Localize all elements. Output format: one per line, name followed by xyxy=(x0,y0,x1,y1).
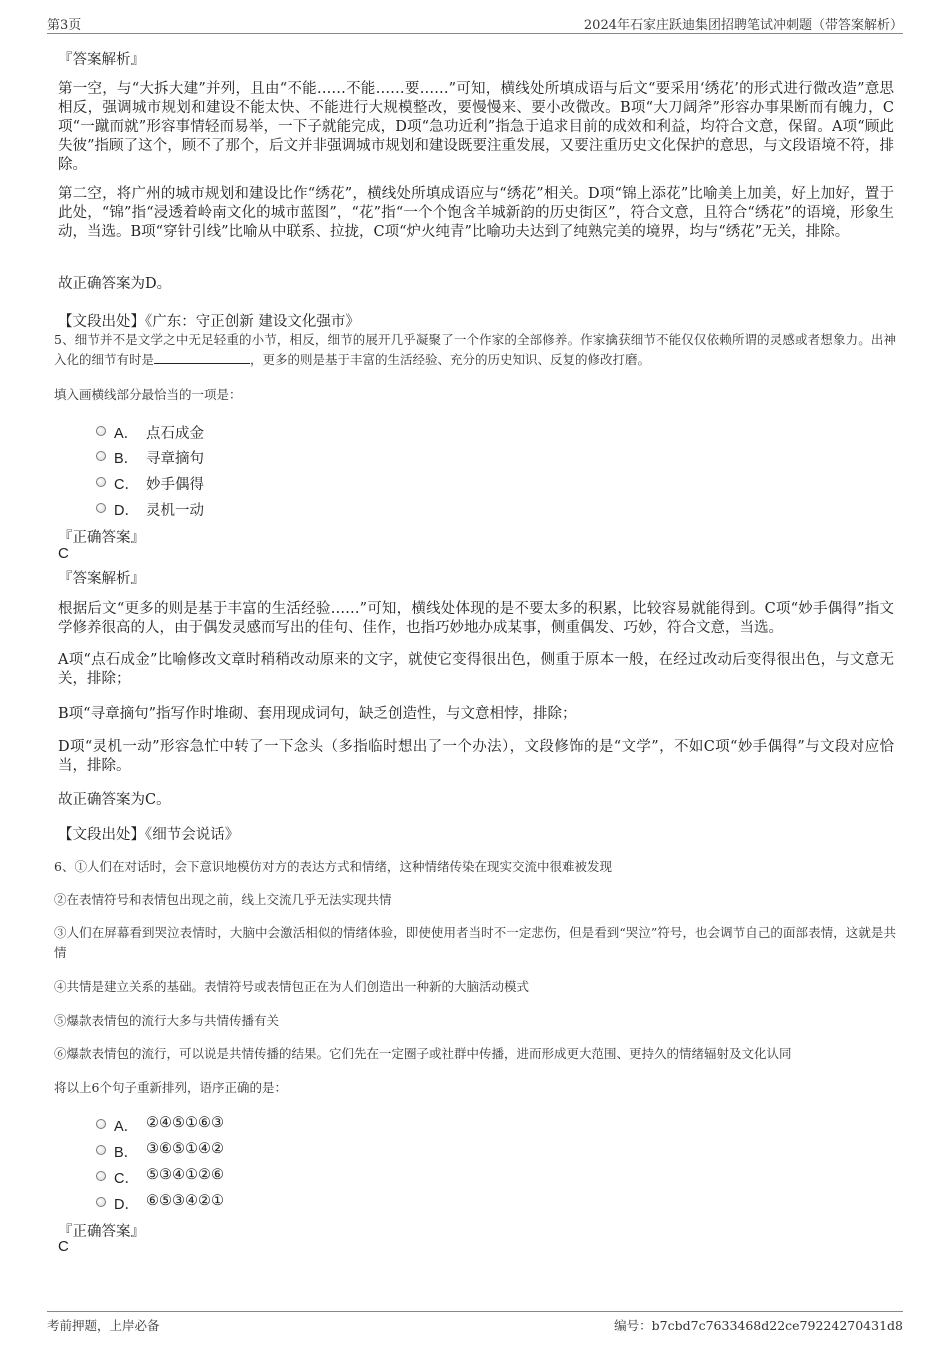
option-text: ③⑥⑤①④② xyxy=(146,1141,224,1157)
q5-analysis-para-1: 根据后文“更多的则是基于丰富的生活经验……”可知，横线处体现的是不要太多的积累，比较容易就能得到。C项“妙手偶得”指文学修养很高的人，由于偶发灵感而写出的佳句、佳作，也指巧妙地办成某事，侧重偶发、巧妙，符合文意，当选。 xyxy=(58,601,894,636)
radio-icon[interactable] xyxy=(96,477,106,487)
option-text: ⑥⑤③④②① xyxy=(146,1193,224,1209)
q4-conclusion: 故正确答案为D。 xyxy=(58,276,172,292)
option-text: ⑤③④①②⑥ xyxy=(146,1167,224,1183)
q5-answer-label: 『正确答案』 xyxy=(58,530,145,546)
radio-icon[interactable] xyxy=(96,1197,106,1207)
q5-conclusion: 故正确答案为C。 xyxy=(58,792,171,808)
q6-sentence-4: ④共情是建立关系的基础。表情符号或表情包正在为人们创造出一种新的大脑活动模式 xyxy=(54,979,530,994)
q6-answer-label: 『正确答案』 xyxy=(58,1224,145,1240)
q4-source: 【文段出处】《广东：守正创新 建设文化强市》 xyxy=(58,314,360,330)
q6-sentence-2: ②在表情符号和表情包出现之前，线上交流几乎无法实现共情 xyxy=(54,892,392,907)
option-letter: A． xyxy=(114,426,139,442)
q5-answer: C xyxy=(58,545,69,562)
q6-sentence-5: ⑤爆款表情包的流行大多与共情传播有关 xyxy=(54,1013,280,1028)
option-letter: C． xyxy=(114,477,139,493)
option-letter: B． xyxy=(114,1145,139,1161)
q4-analysis-label: 『答案解析』 xyxy=(58,52,145,68)
page-footer xyxy=(47,1311,903,1336)
q6-sentence-3: ③人们在屏幕看到哭泣表情时，大脑中会激活相似的情绪体验，即使使用者当时不一定悲伤，但是看到“哭泣”符号，也会调节自己的面部表情，这就是共情 xyxy=(54,925,896,960)
option-letter: A． xyxy=(114,1119,139,1135)
option-text: ②④⑤①⑥③ xyxy=(146,1115,224,1131)
radio-icon[interactable] xyxy=(96,426,106,436)
q5-stem: 5、细节并不是文学之中无足轻重的小节，相反，细节的展开几乎凝聚了一个作家的全部修养。作家擒获细节不能仅仅依赖所谓的灵感或者想象力。出神入化的细节有时是 ，更多的则是基于丰富的生活经验、充分的历史知识、反复的修改打磨。 xyxy=(54,332,896,367)
q5-analysis-para-3: B项“寻章摘句”指写作时堆砌、套用现成词句，缺乏创造性，与文意相悖，排除； xyxy=(58,706,577,722)
radio-icon[interactable] xyxy=(96,1119,106,1129)
radio-icon[interactable] xyxy=(96,1145,106,1155)
q5-blank xyxy=(154,351,250,364)
option-text: 妙手偶得 xyxy=(146,477,204,493)
option-letter: C． xyxy=(114,1171,139,1187)
q6-sentence-6: ⑥爆款表情包的流行，可以说是共情传播的结果。它们先在一定圈子或社群中传播，进而形成更大范围、更持久的情绪辐射及文化认同 xyxy=(54,1046,792,1061)
footer-serial: 编号：b7cbd7c7633468d22ce79224270431d8 xyxy=(614,1318,903,1333)
q5-analysis-label: 『答案解析』 xyxy=(58,571,145,587)
option-text: 点石成金 xyxy=(146,426,204,442)
q5-analysis-para-4: D项“灵机一动”形容急忙中转了一下念头（多指临时想出了一个办法），文段修饰的是“文学”，不如C项“妙手偶得”与文段对应恰当，排除。 xyxy=(58,739,894,774)
q5-analysis-para-2: A项“点石成金”比喻修改文章时稍稍改动原来的文字，就使它变得很出色，侧重于原本一般，在经过改动后变得很出色，与文意无关，排除； xyxy=(58,652,894,687)
q5-prompt: 填入画横线部分最恰当的一项是： xyxy=(54,387,242,402)
footer-slogan: 考前押题，上岸必备 xyxy=(47,1318,160,1333)
q4-analysis-para-1: 第一空，与“大拆大建”并列，且由“不能……不能……要……”可知，横线处所填成语与后文“要采用‘绣花’的形式进行微改造”意思相反，强调城市规划和建设不能太快、不能进行大规模整改，要慢慢来、要小改微改。B项“大刀阔斧”形容办事果断而有魄力，C项“一蹴而就”形容事情轻而易举，一下子就能完成，D项“急功近利”指急于追求目前的成效和利益，均符合文意，保留。A项“顾此失彼”指顾了这个，顾不了那个，后文并非强调城市规划和建设既要注重发展，又要注重历史文化保护的意思，与文段语境不符，排除。 xyxy=(58,81,894,173)
q4-analysis-para-2: 第二空，将广州的城市规划和建设比作“绣花”，横线处所填成语应与“绣花”相关。D项“锦上添花”比喻美上加美，好上加好，置于此处，“锦”指“浸透着岭南文化的城市蓝图”，“花”指“一个个饱含羊城新韵的历史街区”，符合文意，且符合“绣花”的语境，形象生动，当选。B项“穿针引线”比喻从中联系、拉拢，C项“炉火纯青”比喻功夫达到了纯熟完美的境界，均与“绣花”无关，排除。 xyxy=(58,186,894,240)
q6-prompt: 将以上6个句子重新排列，语序正确的是： xyxy=(54,1080,287,1095)
option-text: 寻章摘句 xyxy=(146,451,204,467)
q6-sentence-1: 6、①人们在对话时，会下意识地模仿对方的表达方式和情绪，这种情绪传染在现实交流中很难被发现 xyxy=(54,859,612,874)
document-title: 2024年石家庄跃迪集团招聘笔试冲刺题（带答案解析） xyxy=(583,18,903,33)
radio-icon[interactable] xyxy=(96,503,106,513)
option-letter: D． xyxy=(114,503,139,519)
radio-icon[interactable] xyxy=(96,451,106,461)
page-number: 第3页 xyxy=(47,18,82,33)
option-text: 灵机一动 xyxy=(146,503,204,519)
radio-icon[interactable] xyxy=(96,1171,106,1181)
q6-answer: C xyxy=(58,1238,69,1255)
option-letter: B． xyxy=(114,451,139,467)
page-header xyxy=(47,11,903,34)
option-letter: D． xyxy=(114,1197,139,1213)
q5-source: 【文段出处】《细节会说话》 xyxy=(58,827,240,843)
